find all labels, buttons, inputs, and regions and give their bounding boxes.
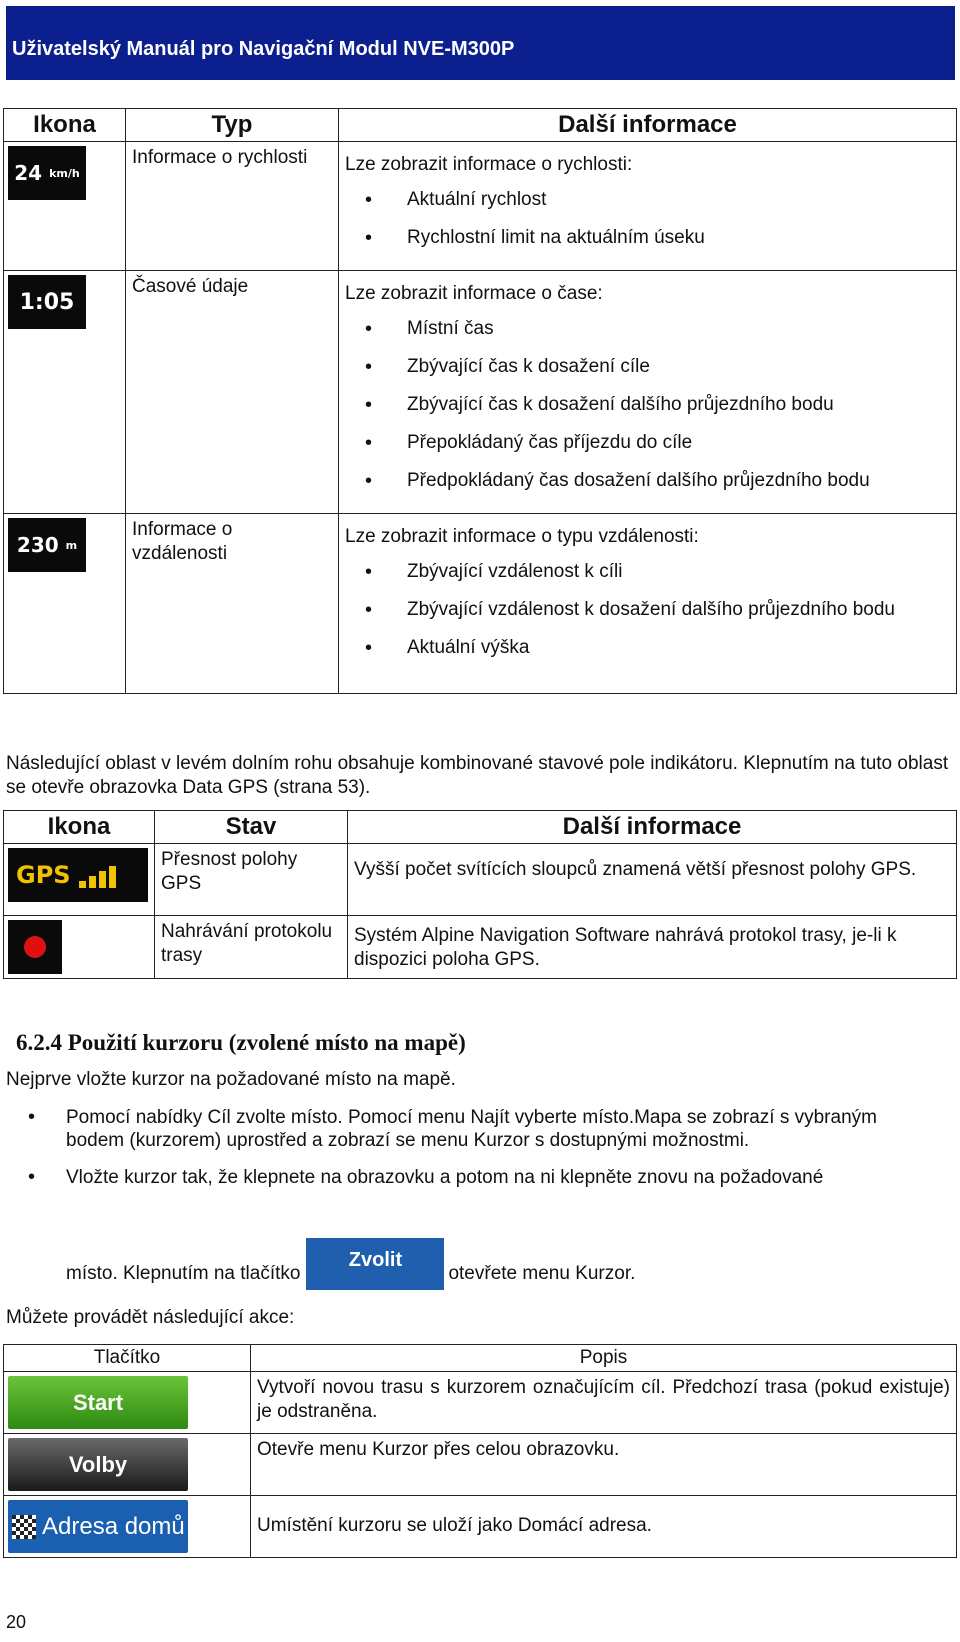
section-heading: 6.2.4 Použití kurzoru (zvolené místo na mapě) bbox=[16, 1030, 466, 1055]
page-header bbox=[6, 6, 955, 80]
col-header-icon: Ikona bbox=[4, 109, 126, 142]
type-label: Informace o rychlosti bbox=[126, 142, 339, 271]
col-header-description: Popis bbox=[251, 1345, 957, 1372]
state-info: Systém Alpine Navigation Software nahrává protokol trasy, je-li k dispozici poloha GPS. bbox=[348, 916, 957, 979]
col-header-info: Další informace bbox=[339, 109, 957, 142]
home-address-button[interactable]: Adresa domů bbox=[8, 1500, 188, 1553]
cursor-actions-table bbox=[3, 1344, 957, 1558]
col-header-type: Typ bbox=[126, 109, 339, 142]
time-icon: 1:05 bbox=[8, 275, 86, 329]
list-item: • Pomocí nabídky Cíl zvolte místo. Pomocí menu Najít vyberte místo.Mapa se zobrazí s vybraným bodem (kurzorem) uprostřed a zobrazí se menu Kurzor s dostupnými možnostmi. bbox=[0, 1106, 930, 1152]
status-area-paragraph: Následující oblast v levém dolním rohu obsahuje kombinované stavové pole indikátoru. Klepnutím na tuto oblast se otevře obrazovka Data GPS (strana 53). bbox=[6, 753, 949, 798]
gps-accuracy-icon: GPS bbox=[8, 848, 148, 902]
list-item: • Aktuální výška bbox=[345, 636, 950, 660]
table-row bbox=[4, 271, 957, 514]
zvolit-instruction: místo. Klepnutím na tlačítko Zvolit otevřete menu Kurzor. bbox=[66, 1234, 635, 1286]
table-row bbox=[4, 1372, 957, 1434]
start-button[interactable]: Start bbox=[8, 1376, 188, 1429]
col-header-button: Tlačítko bbox=[4, 1345, 251, 1372]
type-label: Informace o vzdálenosti bbox=[126, 514, 339, 694]
table-row bbox=[4, 514, 957, 694]
type-label: Časové údaje bbox=[126, 271, 339, 514]
checkered-flag-icon bbox=[12, 1515, 36, 1539]
actions-intro: Můžete provádět následující akce: bbox=[6, 1307, 295, 1328]
table-row bbox=[4, 1496, 957, 1558]
list-item: • Místní čas bbox=[345, 317, 950, 341]
state-info: Vyšší počet svítících sloupců znamená větší přesnost polohy GPS. bbox=[348, 844, 957, 916]
table-row bbox=[4, 142, 957, 271]
zvolit-button[interactable]: Zvolit bbox=[306, 1238, 444, 1290]
info-lead: Lze zobrazit informace o rychlosti: bbox=[345, 154, 633, 175]
status-indicator-table bbox=[3, 810, 957, 979]
col-header-icon: Ikona bbox=[4, 811, 155, 844]
state-label: Přesnost polohy GPS bbox=[155, 844, 348, 916]
list-item: • Vložte kurzor tak, že klepnete na obrazovku a potom na ni klepněte znovu na požadované bbox=[0, 1166, 930, 1189]
info-fields-table bbox=[3, 108, 957, 694]
speed-icon: 24 km/h bbox=[8, 146, 86, 200]
info-lead: Lze zobrazit informace o čase: bbox=[345, 283, 603, 304]
table-row bbox=[4, 916, 957, 979]
list-item: • Aktuální rychlost bbox=[345, 188, 950, 212]
action-description: Umístění kurzoru se uloží jako Domácí adresa. bbox=[251, 1496, 957, 1558]
list-item: • Zbývající vzdálenost k cíli bbox=[345, 560, 950, 584]
list-item: • Zbývající vzdálenost k dosažení dalšího průjezdního bodu bbox=[345, 598, 950, 622]
table-row bbox=[4, 844, 957, 916]
signal-bars-icon bbox=[79, 862, 116, 888]
list-item: • Předpokládaný čas dosažení dalšího průjezdního bodu bbox=[345, 469, 950, 493]
distance-icon: 230 m bbox=[8, 518, 86, 572]
list-item: • Zbývající čas k dosažení cíle bbox=[345, 355, 950, 379]
col-header-state: Stav bbox=[155, 811, 348, 844]
list-item: • Zbývající čas k dosažení dalšího průjezdního bodu bbox=[345, 393, 950, 417]
action-description: Vytvoří novou trasu s kurzorem označujícím cíl. Předchozí trasa (pokud existuje) je odstraněna. bbox=[251, 1372, 957, 1434]
list-item: • Přepokládaný čas příjezdu do cíle bbox=[345, 431, 950, 455]
section-intro: Nejprve vložte kurzor na požadované místo na mapě. bbox=[6, 1069, 456, 1090]
manual-title: Uživatelský Manuál pro Navigační Modul NVE-M300P bbox=[12, 38, 515, 60]
page-number: 20 bbox=[6, 1612, 27, 1632]
col-header-info: Další informace bbox=[348, 811, 957, 844]
options-button[interactable]: Volby bbox=[8, 1438, 188, 1491]
list-item: • Rychlostní limit na aktuálním úseku bbox=[345, 226, 950, 250]
table-row bbox=[4, 1434, 957, 1496]
state-label: Nahrávání protokolu trasy bbox=[155, 916, 348, 979]
action-description: Otevře menu Kurzor přes celou obrazovku. bbox=[251, 1434, 957, 1496]
info-lead: Lze zobrazit informace o typu vzdálenosti: bbox=[345, 526, 699, 547]
track-recording-icon bbox=[8, 920, 62, 974]
